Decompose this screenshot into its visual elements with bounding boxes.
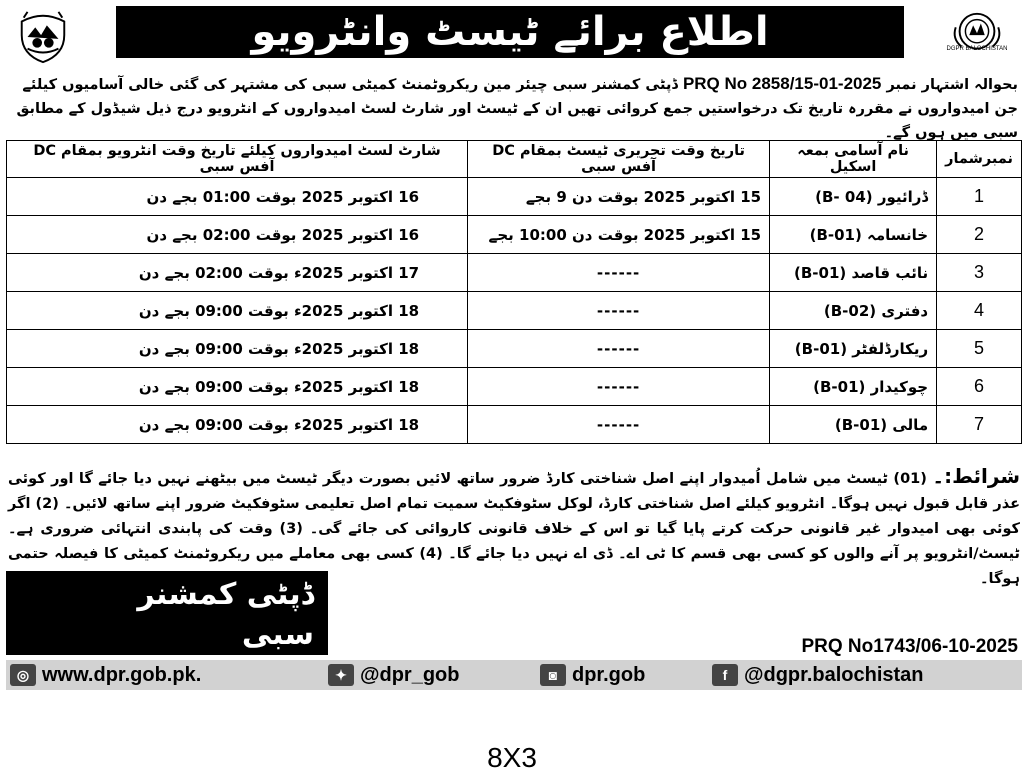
footer-facebook[interactable] bbox=[712, 660, 924, 690]
test-datetime bbox=[468, 330, 770, 368]
conditions-text: (01) ٹیسٹ میں شامل اُمیدوار اپنے اصل شناختی کارڈ ضرور ساتھ لائیں بصورت دیگر ٹیسٹ میں بیٹھنے نہیں دیا جائے گا اور کوئی عذر قابل قبول نہیں ہوگا۔ انٹرویو کیلئے اصل شناختی کارڈ، لوکل سٹوفکیٹ سمیت تمام اصل تعلیمی سٹوفکیٹ ضرور اپنے ساتھ لائیں۔ (2) اگر کوئی بھی امیدوار غیر قانونی حرکت کرتے پایا گیا تو اس کے خلاف قانونی کاروائی کی جائے گی۔ (3) وقت کی پابندی انتہائی ضروری ہے۔ ٹیسٹ/انٹرویو پر آنے والوں کو کسی بھی قسم کا ٹی اے۔ ڈی اے نہیں دیا جائے گا۔ (4) کسی بھی معاملے میں ریکروٹمنٹ کمیٹی کا فیصلہ حتمی ہوگا۔ bbox=[8, 471, 1021, 587]
advertisement bbox=[2, 2, 1022, 692]
facebook-handle: @dgpr.balochistan bbox=[744, 664, 924, 686]
interview-datetime: 16 اکتوبر 2025 بوقت 02:00 بجے دن bbox=[7, 216, 468, 254]
no-test-dash: ------ bbox=[596, 301, 641, 320]
post-name: چوکیدار (B-01) bbox=[770, 368, 937, 406]
test-datetime bbox=[468, 406, 770, 444]
table-header-row bbox=[7, 141, 1022, 178]
header-interview-date: شارٹ لسٹ امیدواروں کیلئے تاریخ وقت انٹرویو بمقام DC آفس سبی bbox=[7, 141, 468, 178]
test-datetime bbox=[468, 292, 770, 330]
interview-datetime: 18 اکتوبر 2025ء بوقت 09:00 بجے دن bbox=[7, 330, 468, 368]
interview-datetime: 18 اکتوبر 2025ء بوقت 09:00 بجے دن bbox=[7, 406, 468, 444]
post-name: ریکارڈلفٹر (B-01) bbox=[770, 330, 937, 368]
post-name: مالی (B-01) bbox=[770, 406, 937, 444]
notice-title: اطلاع برائے ٹیسٹ وانٹرویو bbox=[116, 6, 904, 58]
no-test-dash: ------ bbox=[596, 339, 641, 358]
table-row bbox=[7, 254, 1022, 292]
header-post-name: نام آسامی بمعہ اسکیل bbox=[770, 141, 937, 178]
no-test-dash: ------ bbox=[596, 263, 641, 282]
interview-datetime: 17 اکتوبر 2025ء بوقت 02:00 بجے دن bbox=[7, 254, 468, 292]
twitter-handle: @dpr_gob bbox=[360, 664, 460, 686]
serial-number: 4 bbox=[937, 292, 1022, 330]
footer-instagram[interactable] bbox=[540, 660, 645, 690]
no-test-dash: ------ bbox=[596, 415, 641, 434]
table-row bbox=[7, 178, 1022, 216]
instagram-handle: dpr.gob bbox=[572, 664, 646, 686]
twitter-icon: ✦ bbox=[328, 664, 354, 686]
signatory-title: ڈپٹی کمشنر bbox=[137, 577, 314, 612]
header-test-date: تاریخ وقت تحریری ٹیسٹ بمقام DC آفس سبی bbox=[468, 141, 770, 178]
interview-datetime: 18 اکتوبر 2025ء بوقت 09:00 بجے دن bbox=[7, 368, 468, 406]
conditions-label: شرائط:۔ bbox=[932, 464, 1020, 488]
table-row bbox=[7, 406, 1022, 444]
no-test-dash: ------ bbox=[596, 377, 641, 396]
dgpr-logo-icon bbox=[948, 8, 1006, 66]
ad-reference-number: PRQ No 2858/15-01-2025 bbox=[682, 74, 882, 93]
serial-number: 6 bbox=[937, 368, 1022, 406]
footer-twitter[interactable] bbox=[328, 660, 460, 690]
serial-number: 7 bbox=[937, 406, 1022, 444]
serial-number: 3 bbox=[937, 254, 1022, 292]
test-datetime: 15 اکتوبر 2025 بوقت دن 10:00 بجے bbox=[468, 216, 770, 254]
footer-website[interactable] bbox=[10, 660, 201, 690]
intro-text-part2: ڈپٹی کمشنر سبی چیئر مین ریکروٹمنٹ کمیٹی سبی کی مشتہر کی گئی خالی آسامیوں کیلئے جن امیدواروں نے مقررہ تاریخ تک درخواستیں جمع کروائی تھیں ان کے ٹیسٹ اور شارٹ لسٹ امیدواروں کے انٹرویو درج ذیل شیڈول کے مطابق سبی میں ہوں گے۔ bbox=[16, 77, 1018, 141]
serial-number: 5 bbox=[937, 330, 1022, 368]
district-emblem-icon bbox=[14, 8, 72, 66]
interview-datetime: 16 اکتوبر 2025 بوقت 01:00 بجے دن bbox=[7, 178, 468, 216]
signatory-district: سبی bbox=[241, 617, 314, 652]
test-datetime bbox=[468, 254, 770, 292]
facebook-icon: f bbox=[712, 664, 738, 686]
intro-paragraph bbox=[8, 72, 1018, 145]
post-name: خانسامہ (B-01) bbox=[770, 216, 937, 254]
post-name: دفتری (B-02) bbox=[770, 292, 937, 330]
post-name: ڈرائیور (B- 04) bbox=[770, 178, 937, 216]
website-text: www.dpr.gob.pk. bbox=[42, 664, 202, 686]
instagram-icon: ◙ bbox=[540, 664, 566, 686]
dgpr-logo-caption: DGPR BALOCHISTAN bbox=[946, 46, 1008, 52]
post-name: نائب قاصد (B-01) bbox=[770, 254, 937, 292]
table-row bbox=[7, 216, 1022, 254]
interview-datetime: 18 اکتوبر 2025ء بوقت 09:00 بجے دن bbox=[7, 292, 468, 330]
signature-block bbox=[6, 571, 328, 655]
table-row bbox=[7, 292, 1022, 330]
header-serial-number: نمبرشمار bbox=[937, 141, 1022, 178]
serial-number: 1 bbox=[937, 178, 1022, 216]
globe-icon: ◎ bbox=[10, 664, 36, 686]
schedule-table bbox=[6, 140, 1022, 444]
prq-number: PRQ No1743/06-10-2025 bbox=[801, 636, 1018, 657]
test-datetime bbox=[468, 368, 770, 406]
test-datetime: 15 اکتوبر 2025 بوقت دن 9 بجے bbox=[468, 178, 770, 216]
footer-strip bbox=[6, 660, 1022, 690]
serial-number: 2 bbox=[937, 216, 1022, 254]
table-row bbox=[7, 368, 1022, 406]
table-row bbox=[7, 330, 1022, 368]
ad-size-tag: 8X3 bbox=[487, 742, 537, 773]
intro-text-part1: بحوالہ اشتہار نمبر bbox=[886, 77, 1018, 93]
